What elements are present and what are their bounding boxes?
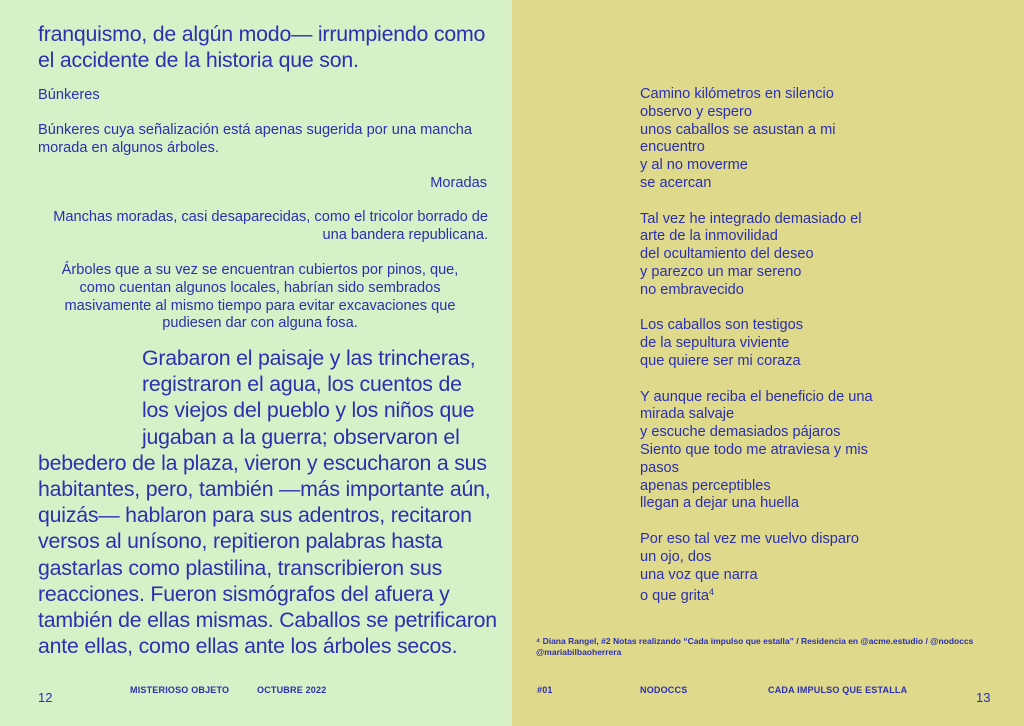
footer-publisher: NODOCCS [640, 685, 688, 695]
moradas-text: Manchas moradas, casi desaparecidas, como el tricolor borrado de una bandera republicana. [53, 209, 488, 243]
poem-line: que quiere ser mi coraza [640, 352, 801, 369]
poem-line: un ojo, dos [640, 548, 712, 565]
footer-magazine-title: MISTERIOSO OBJETO [130, 685, 230, 695]
body-line: los viejos del pueblo y los niños que [142, 398, 475, 423]
body-line: versos al unísono, repitieron palabras hasta [38, 529, 443, 554]
footer-section-title: CADA IMPULSO QUE ESTALLA [768, 685, 908, 695]
poem-line: Y aunque reciba el beneficio de una [640, 388, 873, 405]
page-number-left: 12 [38, 690, 53, 705]
poem-line: arte de la inmovilidad [640, 228, 778, 245]
body-line: también de ellas mismas. Caballos se petrificaron [38, 608, 497, 633]
poem [640, 86, 910, 624]
poem-line: observo y espero [640, 103, 752, 120]
poem-stanza [640, 389, 910, 514]
body-line: habitantes, pero, también —más importante aún, [38, 477, 491, 502]
body-line: jugaban a la guerra; observaron el [142, 424, 460, 449]
poem-line: Siento que todo me atraviesa y mis [640, 441, 868, 458]
poem-line: y al no moverme [640, 157, 748, 174]
poem-line: mirada salvaje [640, 406, 735, 423]
body-line: gastarlas como plastilina, transcribieron sus [38, 555, 443, 580]
poem-stanza [640, 86, 910, 193]
poem-line [640, 584, 910, 606]
footnote-reference: 4 [708, 587, 714, 598]
bunkeres-text: Búnkeres cuya señalización está apenas sugerida por una mancha morada en algunos árboles. [38, 122, 473, 156]
body-line: registraron el agua, los cuentos de [142, 372, 462, 397]
poem-line: del ocultamiento del deseo [640, 246, 814, 263]
body-line: reacciones. Fueron sismógrafos del afuera y [38, 581, 450, 606]
poem-line: Camino kilómetros en silencio [640, 86, 834, 102]
poem-line: y parezco un mar sereno [640, 263, 802, 280]
poem-line: Los caballos son testigos [640, 317, 804, 334]
poem-line: llegan a dejar una huella [640, 495, 800, 512]
body-line: bebedero de la plaza, vieron y escucharon a sus [38, 450, 487, 475]
poem-line: pasos [640, 459, 679, 476]
poem-line: apenas perceptibles [640, 477, 771, 494]
poem-line: Por eso tal vez me vuelvo disparo [640, 530, 860, 547]
intro-paragraph: franquismo, de algún modo— irrumpiendo como el accidente de la historia que son. [38, 22, 486, 73]
body-paragraph [38, 345, 497, 659]
page-number-right: 13 [976, 690, 991, 705]
poem-line: se acercan [640, 174, 712, 191]
bunkeres-heading: Búnkeres [38, 87, 100, 103]
moradas-heading: Moradas [430, 175, 487, 191]
poem-stanza [640, 317, 910, 370]
poem-line: y escuche demasiados pájaros [640, 424, 841, 441]
body-line: Grabaron el paisaje y las trincheras, [142, 346, 476, 370]
footer-date: OCTUBRE 2022 [257, 685, 327, 695]
poem-stanza [640, 211, 910, 300]
poem-line: Tal vez he integrado demasiado el [640, 210, 862, 227]
poem-line: encuentro [640, 139, 705, 156]
poem-line: no embravecido [640, 281, 744, 298]
arboles-text: Árboles que a su vez se encuentran cubiertos por pinos, que, como cuentan algunos locales, habrían sido sembrados masivamente al mismo tiempo para evitar excavaciones que pudiesen dar con alguna fosa. [61, 262, 459, 332]
poem-stanza [640, 531, 910, 606]
footer-issue: #01 [537, 685, 553, 695]
poem-line: unos caballos se asustan a mi [640, 121, 836, 138]
body-line: ante ellas, como ellas ante los árboles secos. [38, 634, 458, 659]
body-line: quizás— hablaron para sus adentros, recitaron [38, 503, 472, 528]
poem-line: de la sepultura viviente [640, 335, 790, 352]
footnote: ⁴ Diana Rangel, #2 Notas realizando “Cada impulso que estalla” / Residencia en @acme.estudio / @nodoccs @mariabilbaoherrera [536, 636, 974, 657]
poem-last-line-text: o que grita [640, 588, 709, 605]
poem-line: una voz que narra [640, 566, 758, 583]
